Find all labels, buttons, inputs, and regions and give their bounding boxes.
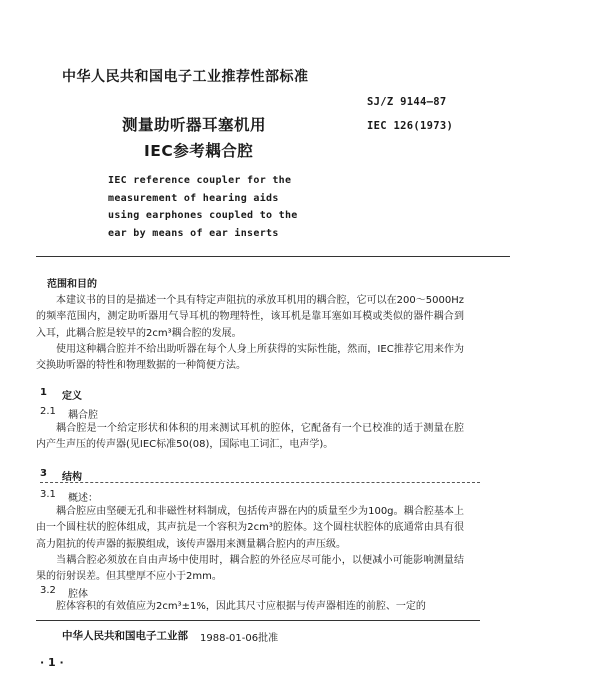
english-title-line3: using earphones coupled to the xyxy=(108,210,298,221)
subsection-3-1-number: 3.1 xyxy=(40,489,56,500)
header-divider xyxy=(36,256,510,257)
page-number: · 1 · xyxy=(40,656,64,669)
cavity-paragraph: 腔体容积的有效值应为2cm³±1%，因此其尺寸应根据与传声器相连的前腔、一定的 xyxy=(56,601,426,612)
scope-heading: 范围和目的 xyxy=(47,279,97,290)
standard-code: SJ/Z 9144—87 xyxy=(367,96,447,108)
scope-paragraph-2: 使用这种耦合腔并不给出助听器在每个人身上所获得的实际性能，然而，IEC推荐它用来作为交换助听器的特性和物理数据的一种简便方法。 xyxy=(36,343,464,372)
section-divider xyxy=(40,482,480,483)
structure-paragraph-1: 耦合腔应由坚硬无孔和非磁性材料制成，包括传声器在内的质量至少为100g。耦合腔基本上由一个圆柱状的腔体组成，其声抗是一个容积为2cm³的腔体。这个圆柱状腔体的底通常由具有很高力阻抗的传声器的振膜组成，该传声器用来测量耦合腔内的声压级。 xyxy=(36,506,464,550)
iec-reference: IEC 126(1973) xyxy=(367,120,454,132)
subsection-2-1-heading: 耦合腔 xyxy=(68,410,98,421)
footer-organization: 中华人民共和国电子工业部 xyxy=(62,630,188,642)
structure-body xyxy=(36,504,464,585)
definition-paragraph: 耦合腔是一个给定形状和体积的用来测试耳机的腔体，它配备有一个已校准的适于测量在腔内产生声压的传声器(见IEC标准50(08)，国际电工词汇，电声学)。 xyxy=(36,423,464,451)
subsection-3-2-number: 3.2 xyxy=(40,585,56,596)
subsection-3-2-heading: 腔体 xyxy=(68,589,88,600)
english-title-line2: measurement of hearing aids xyxy=(108,192,279,204)
section-3-number: 3 xyxy=(40,468,47,479)
structure-paragraph-2: 当耦合腔必须放在自由声场中使用时，耦合腔的外径应尽可能小，以便减小可能影响测量结果的衍射误差。但其壁厚不应小于2mm。 xyxy=(36,554,464,583)
issuer-heading: 中华人民共和国电子工业推荐性部标准 xyxy=(62,69,309,85)
subsection-3-1-heading: 概述： xyxy=(68,493,98,504)
scope-paragraph-1: 本建议书的目的是描述一个具有特定声阻抗的承放耳机用的耦合腔，它可以在200～5000Hz的频率范围内，测定助听器用气导耳机的物理特性，该耳机是靠耳塞如耳模或类似的器件耦合到入耳，此耦合腔是较早的2cm³耦合腔的发展。 xyxy=(36,295,464,339)
section-3-heading: 结构 xyxy=(62,472,82,483)
footer-divider xyxy=(36,620,480,621)
section-1-number: 1 xyxy=(40,387,47,398)
english-title-line1: IEC reference coupler for the xyxy=(108,175,292,186)
footer-approval-date: 1988-01-06批准 xyxy=(200,633,279,644)
english-title-line4: ear by means of ear inserts xyxy=(108,227,279,239)
document-title-line1: 测量助听器耳塞机用 xyxy=(122,116,267,134)
subsection-2-1-number: 2.1 xyxy=(40,406,56,417)
definition-body xyxy=(36,421,464,454)
section-1-heading: 定义 xyxy=(62,391,82,402)
scope-body xyxy=(36,293,464,374)
cavity-body xyxy=(36,599,464,615)
document-title-line2: IEC参考耦合腔 xyxy=(144,142,254,160)
english-title xyxy=(108,172,298,242)
